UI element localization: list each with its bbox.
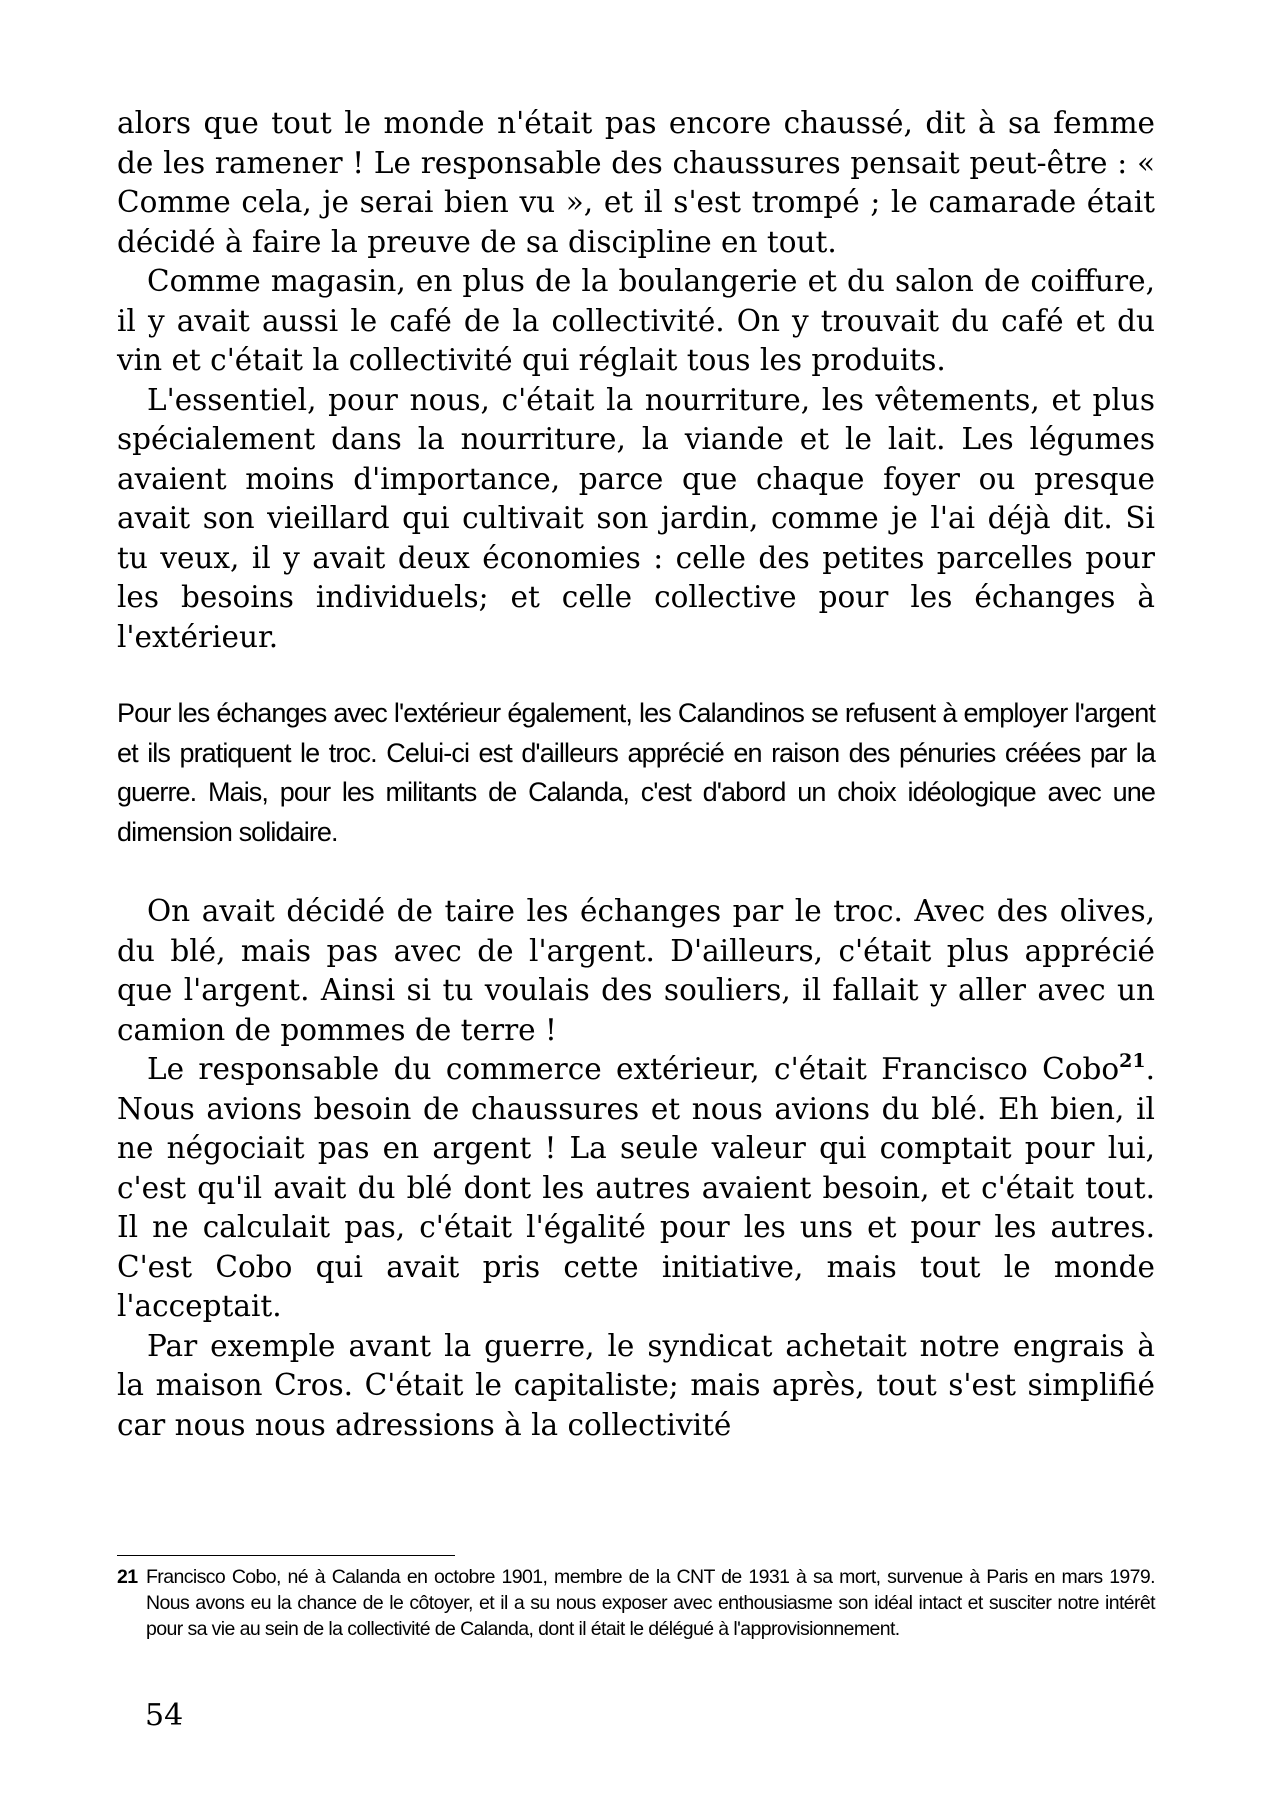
body-paragraph-with-footnote	[117, 1050, 1155, 1327]
body-paragraph: alors que tout le monde n'était pas encore chaussé, dit à sa femme de les ramener ! Le responsable des chaussures pensait peut-être : « Comme cela, je serai bien vu », et il s'est trompé ; le camarade était décidé à faire la preuve de sa discipline en tout.	[117, 106, 1155, 259]
footnote-separator	[117, 1555, 455, 1556]
page-number: 54	[145, 1698, 184, 1733]
body-paragraph: On avait décidé de taire les échanges par le troc. Avec des olives, du blé, mais pas avec de l'argent. D'ailleurs, c'était plus apprécié que l'argent. Ainsi si tu voulais des souliers, il fallait y aller avec un camion de pommes de terre !	[117, 894, 1155, 1047]
page-content	[117, 104, 1155, 1642]
body-paragraph: Par exemple avant la guerre, le syndicat achetait notre engrais à la maison Cros. C'était le capitaliste; mais après, tout s'est simplifié car nous nous adressions à la collectivité	[117, 1328, 1155, 1442]
body-paragraph: Comme magasin, en plus de la boulangerie et du salon de coiffure, il y avait aussi le café de la collectivité. On y trouvait du café et du vin et c'était la collectivité qui réglait tous les produits.	[117, 264, 1155, 377]
body-paragraph: L'essentiel, pour nous, c'était la nourriture, les vêtements, et plus spécialement dans la nourriture, la viande et le lait. Les légumes avaient moins d'importance, parce que chaque foyer ou presque avait son vieillard qui cultivait son jardin, comme je l'ai déjà dit. Si tu veux, il y avait deux économies : celle des petites parcelles pour les besoins individuels; et celle collective pour les échanges à l'extérieur.	[117, 382, 1155, 654]
footnote-text: Francisco Cobo, né à Calanda en octobre 1901, membre de la CNT de 1931 à sa mort, survenue à Paris en mars 1979. Nous avons eu la chance de le côtoyer, et il a su nous exposer avec enthousiasme son idéal intact et susciter notre intérêt pour sa vie au sein de la collectivité de Calanda, dont il était le délégué à l'approvisionnement.	[146, 1566, 1155, 1640]
footnote-reference: 21	[1119, 1050, 1146, 1072]
author-commentary: Pour les échanges avec l'extérieur également, les Calandinos se refusent à employer l'argent et ils pratiquent le troc. Celui-ci est d'ailleurs apprécié en raison des pénuries créées par la guerre. Mais, pour les militants de Calanda, c'est d'abord un choix idéologique avec une dimension solidaire.	[117, 698, 1155, 847]
footnote	[117, 1564, 1155, 1642]
paragraph-text: Le responsable du commerce extérieur, c'était Francisco Cobo	[147, 1052, 1120, 1086]
paragraph-text: . Nous avions besoin de chaussures et nous avions du blé. Eh bien, il ne négociait pas en argent ! La seule valeur qui comptait pour lui, c'est qu'il avait du blé dont les autres avaient besoin, et c'était tout. Il ne calculait pas, c'était l'égalité pour les uns et pour les autres. C'est Cobo qui avait pris cette initiative, mais tout le monde l'acceptait.	[117, 1052, 1155, 1323]
footnote-number: 21	[117, 1566, 138, 1588]
